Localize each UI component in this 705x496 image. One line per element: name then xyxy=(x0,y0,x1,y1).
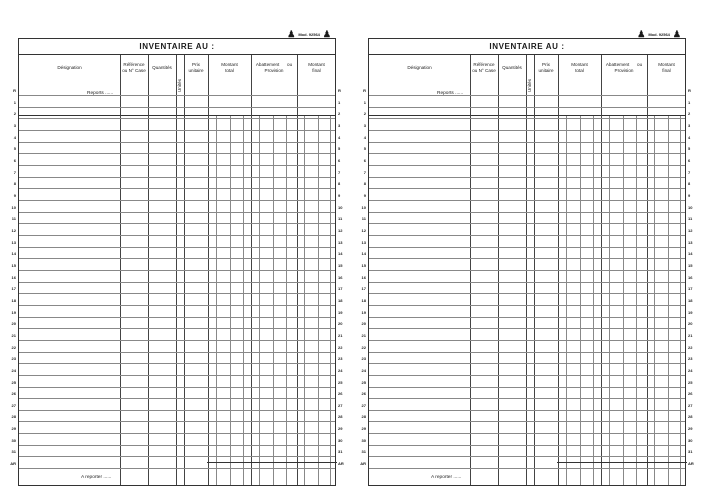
sub-column-rule xyxy=(623,116,624,485)
row-number-left: 23 xyxy=(361,356,366,362)
row-rule xyxy=(19,456,335,457)
row-number-left: 28 xyxy=(11,414,16,420)
row-number-left: 21 xyxy=(11,332,16,338)
sub-column-rule xyxy=(286,116,287,485)
row-number-right: 12 xyxy=(338,227,343,233)
row-number-left: 20 xyxy=(11,321,16,327)
row-number-right: 4 xyxy=(688,134,691,140)
row-number-right: 18 xyxy=(338,297,343,303)
row-number-left: 12 xyxy=(361,227,366,233)
stamp-icon: ♟ xyxy=(637,29,646,39)
row-rule xyxy=(369,398,685,399)
row-number-right: 12 xyxy=(688,227,693,233)
header-montant-total: Montant total xyxy=(221,62,238,73)
form-title: INVENTAIRE AU : xyxy=(369,39,685,55)
row-rule xyxy=(19,223,335,224)
row-rule xyxy=(369,433,685,434)
row-number-left: 1 xyxy=(363,99,366,105)
row-number-left: 22 xyxy=(11,344,16,350)
row-rule xyxy=(369,375,685,376)
row-number-right: 16 xyxy=(688,274,693,280)
row-rule xyxy=(369,235,685,236)
row-number-right: 20 xyxy=(338,321,343,327)
header-quantite: Quantités xyxy=(152,65,172,70)
row-rule xyxy=(369,317,685,318)
row-number-right: 21 xyxy=(688,332,693,338)
header-montant-final: Montant final xyxy=(658,62,675,73)
row-number-left: 10 xyxy=(361,204,366,210)
row-number-right: 31 xyxy=(688,449,693,455)
row-number-left: 26 xyxy=(361,391,366,397)
row-rule xyxy=(19,258,335,259)
row-number-right: 7 xyxy=(688,169,691,175)
row-number-right: 5 xyxy=(688,146,691,152)
row-number-left: 9 xyxy=(363,192,366,198)
row-rule xyxy=(19,177,335,178)
row-number-left: 29 xyxy=(11,426,16,432)
row-rule xyxy=(369,153,685,154)
row-rule xyxy=(19,293,335,294)
row-number-right: 7 xyxy=(338,169,341,175)
sub-column-rule xyxy=(680,116,681,485)
row-number-left: 10 xyxy=(11,204,16,210)
row-rule xyxy=(369,352,685,353)
row-number-right: 14 xyxy=(688,251,693,257)
total-rule xyxy=(557,462,687,463)
row-number-right: 3 xyxy=(688,122,691,128)
row-rule xyxy=(369,282,685,283)
row-number-right: 19 xyxy=(688,309,693,315)
reports-label: Reports ...... xyxy=(87,91,114,96)
model-number: Mod. 92564 xyxy=(648,32,670,37)
sub-column-rule xyxy=(230,116,231,485)
row-number-right: 11 xyxy=(338,216,343,222)
row-number-left: 31 xyxy=(361,449,366,455)
row-rule xyxy=(19,282,335,283)
row-number-right: 1 xyxy=(338,99,341,105)
header-prix-unitaire: Prix unitaire xyxy=(538,62,554,73)
reports-label: Reports ...... xyxy=(437,91,464,96)
row-number-right: 8 xyxy=(338,181,341,187)
row-number-left: 26 xyxy=(11,391,16,397)
row-number-right: 2 xyxy=(688,111,691,117)
row-number-left: 20 xyxy=(361,321,366,327)
row-rule xyxy=(19,188,335,189)
row-rule xyxy=(19,107,335,108)
row-rule xyxy=(19,200,335,201)
row-number-left: 5 xyxy=(363,146,366,152)
row-number-left: 8 xyxy=(13,181,16,187)
header-designation: Désignation xyxy=(407,65,432,70)
row-number-right: 26 xyxy=(688,391,693,397)
row-number-right: 31 xyxy=(338,449,343,455)
row-number-left: 23 xyxy=(11,356,16,362)
row-number-right: 23 xyxy=(688,356,693,362)
row-rule xyxy=(19,363,335,364)
row-rule xyxy=(369,95,685,96)
row-number-left: 24 xyxy=(361,367,366,373)
row-number-right: 30 xyxy=(338,437,343,443)
row-rule xyxy=(19,317,335,318)
row-number-right: 18 xyxy=(688,297,693,303)
row-number-left: 3 xyxy=(363,122,366,128)
row-number-left: 7 xyxy=(13,169,16,175)
row-rule xyxy=(369,212,685,213)
row-rule xyxy=(369,270,685,271)
row-number-left: 11 xyxy=(361,216,366,222)
row-rule xyxy=(369,258,685,259)
row-number-right: 10 xyxy=(688,204,693,210)
row-number-right: 22 xyxy=(688,344,693,350)
sub-column-rule xyxy=(330,116,331,485)
sub-column-rule xyxy=(580,116,581,485)
row-number-right: 1 xyxy=(688,99,691,105)
header-unite: Unités xyxy=(177,78,183,93)
row-rule xyxy=(19,421,335,422)
row-rule xyxy=(369,468,685,469)
row-rule xyxy=(369,188,685,189)
row-number-left: 14 xyxy=(361,251,366,257)
row-rule xyxy=(369,107,685,108)
row-number-left: 8 xyxy=(363,181,366,187)
row-rule xyxy=(19,142,335,143)
row-rule xyxy=(369,200,685,201)
row-number-right: 13 xyxy=(338,239,343,245)
row-rule xyxy=(369,142,685,143)
row-number-right: 26 xyxy=(338,391,343,397)
row-rule xyxy=(19,118,335,119)
row-number-left: 14 xyxy=(11,251,16,257)
header-montant-total: Montant total xyxy=(571,62,588,73)
row-number-left: 6 xyxy=(363,157,366,163)
row-rule xyxy=(19,165,335,166)
row-number-left: 2 xyxy=(13,111,16,117)
row-number-left: 25 xyxy=(361,379,366,385)
row-number-right: 20 xyxy=(688,321,693,327)
row-number-right: 25 xyxy=(688,379,693,385)
row-number-right: 29 xyxy=(688,426,693,432)
row-number-right: 15 xyxy=(688,262,693,268)
row-number-right: 6 xyxy=(338,157,341,163)
row-number-right: 6 xyxy=(688,157,691,163)
row-number-left: 19 xyxy=(361,309,366,315)
row-number-left: 18 xyxy=(11,297,16,303)
header-abattement: Abattement ou Provision xyxy=(255,62,293,73)
a-reporter-label: A reporter ...... xyxy=(431,475,462,480)
row-number-left: 15 xyxy=(361,262,366,268)
row-number-right: R xyxy=(338,88,341,93)
header-prix-unitaire: Prix unitaire xyxy=(188,62,204,73)
row-number-right: 2 xyxy=(338,111,341,117)
row-number-left: 4 xyxy=(13,134,16,140)
sub-column-rule xyxy=(216,116,217,485)
row-number-right: AR xyxy=(338,461,344,467)
sub-column-rule xyxy=(636,116,637,485)
sub-column-rule xyxy=(243,116,244,485)
sub-column-rule xyxy=(273,116,274,485)
total-rule xyxy=(207,462,337,463)
row-rule xyxy=(369,247,685,248)
sub-column-rule xyxy=(304,116,305,485)
row-number-right: 9 xyxy=(338,192,341,198)
row-rule xyxy=(19,410,335,411)
row-rule xyxy=(369,445,685,446)
row-number-left: 13 xyxy=(11,239,16,245)
row-number-right: 27 xyxy=(688,402,693,408)
inventory-form xyxy=(18,38,336,486)
a-reporter-label: A reporter ...... xyxy=(81,475,112,480)
row-rule xyxy=(369,328,685,329)
row-number-right: 22 xyxy=(338,344,343,350)
header-quantite: Quantités xyxy=(502,65,522,70)
row-number-right: 5 xyxy=(338,146,341,152)
row-rule xyxy=(369,305,685,306)
row-rule xyxy=(369,118,685,119)
row-number-right: 14 xyxy=(338,251,343,257)
row-rule xyxy=(369,456,685,457)
row-number-right: 24 xyxy=(338,367,343,373)
row-number-left: AR xyxy=(360,461,366,467)
inventory-form xyxy=(368,38,686,486)
row-rule xyxy=(369,363,685,364)
row-number-left: 15 xyxy=(11,262,16,268)
header-reference: Référence ou N° Case xyxy=(472,62,496,73)
row-rule xyxy=(19,235,335,236)
row-rule xyxy=(19,375,335,376)
row-rule xyxy=(19,387,335,388)
stamp-icon: ♟ xyxy=(287,29,296,39)
row-number-left: 7 xyxy=(363,169,366,175)
row-number-left: 25 xyxy=(11,379,16,385)
row-number-left: 9 xyxy=(13,192,16,198)
row-rule xyxy=(19,468,335,469)
row-number-right: 21 xyxy=(338,332,343,338)
row-number-right: 13 xyxy=(688,239,693,245)
row-rule xyxy=(19,270,335,271)
row-number-right: 28 xyxy=(338,414,343,420)
row-number-left: 3 xyxy=(13,122,16,128)
row-number-left: 2 xyxy=(363,111,366,117)
row-rule xyxy=(369,410,685,411)
row-rule xyxy=(19,247,335,248)
row-number-right: 30 xyxy=(688,437,693,443)
row-rule xyxy=(19,328,335,329)
header-designation: Désignation xyxy=(57,65,82,70)
row-number-right: 17 xyxy=(338,286,343,292)
header-montant-final: Montant final xyxy=(308,62,325,73)
row-number-left: R xyxy=(13,88,16,93)
row-number-right: R xyxy=(688,88,691,93)
row-rule xyxy=(369,293,685,294)
row-rule xyxy=(369,165,685,166)
row-rule xyxy=(369,223,685,224)
header-abattement: Abattement ou Provision xyxy=(605,62,643,73)
header-reference: Référence ou N° Case xyxy=(122,62,146,73)
sub-column-rule xyxy=(668,116,669,485)
row-number-right: 10 xyxy=(338,204,343,210)
row-number-left: 13 xyxy=(361,239,366,245)
row-number-left: 30 xyxy=(361,437,366,443)
row-number-right: 16 xyxy=(338,274,343,280)
row-number-left: 17 xyxy=(11,286,16,292)
sub-column-rule xyxy=(566,116,567,485)
row-number-right: 4 xyxy=(338,134,341,140)
sub-column-rule xyxy=(259,116,260,485)
row-rule xyxy=(19,352,335,353)
row-number-right: 23 xyxy=(338,356,343,362)
row-number-left: 5 xyxy=(13,146,16,152)
row-rule xyxy=(19,212,335,213)
row-number-right: 9 xyxy=(688,192,691,198)
sub-column-rule xyxy=(318,116,319,485)
row-rule xyxy=(369,421,685,422)
row-number-left: 11 xyxy=(11,216,16,222)
left-page xyxy=(0,0,352,496)
row-rule xyxy=(19,130,335,131)
row-number-right: 19 xyxy=(338,309,343,315)
model-number: Mod. 92564 xyxy=(298,32,320,37)
row-rule xyxy=(369,177,685,178)
row-number-right: 11 xyxy=(688,216,693,222)
sub-column-rule xyxy=(609,116,610,485)
row-number-left: 27 xyxy=(361,402,366,408)
row-number-left: 22 xyxy=(361,344,366,350)
row-number-right: 8 xyxy=(688,181,691,187)
row-number-left: 6 xyxy=(13,157,16,163)
row-rule xyxy=(19,340,335,341)
row-number-left: 30 xyxy=(11,437,16,443)
sub-column-rule xyxy=(593,116,594,485)
row-rule xyxy=(19,433,335,434)
row-rule xyxy=(19,153,335,154)
row-number-left: R xyxy=(363,88,366,93)
row-rule xyxy=(369,130,685,131)
form-title: INVENTAIRE AU : xyxy=(19,39,335,55)
row-number-left: 17 xyxy=(361,286,366,292)
row-number-right: AR xyxy=(688,461,694,467)
row-number-left: 19 xyxy=(11,309,16,315)
row-number-left: 28 xyxy=(361,414,366,420)
row-number-right: 27 xyxy=(338,402,343,408)
row-rule xyxy=(19,305,335,306)
row-number-right: 28 xyxy=(688,414,693,420)
row-number-left: 29 xyxy=(361,426,366,432)
row-number-left: 16 xyxy=(11,274,16,280)
sub-column-rule xyxy=(654,116,655,485)
row-number-left: 21 xyxy=(361,332,366,338)
row-rule xyxy=(369,387,685,388)
row-number-left: 16 xyxy=(361,274,366,280)
row-number-right: 25 xyxy=(338,379,343,385)
row-rule xyxy=(19,95,335,96)
row-rule xyxy=(19,398,335,399)
row-number-right: 29 xyxy=(338,426,343,432)
row-number-right: 24 xyxy=(688,367,693,373)
row-number-left: 4 xyxy=(363,134,366,140)
row-number-left: 24 xyxy=(11,367,16,373)
row-number-left: 18 xyxy=(361,297,366,303)
row-number-left: 1 xyxy=(13,99,16,105)
stamp-icon: ♟ xyxy=(322,29,331,39)
row-number-left: AR xyxy=(10,461,16,467)
row-number-right: 15 xyxy=(338,262,343,268)
row-number-right: 3 xyxy=(338,122,341,128)
row-number-left: 12 xyxy=(11,227,16,233)
header-unite: Unités xyxy=(527,78,533,93)
right-page xyxy=(350,0,702,496)
stamp-icon: ♟ xyxy=(672,29,681,39)
row-rule xyxy=(369,340,685,341)
row-number-left: 31 xyxy=(11,449,16,455)
row-number-right: 17 xyxy=(688,286,693,292)
row-rule xyxy=(19,445,335,446)
row-number-left: 27 xyxy=(11,402,16,408)
